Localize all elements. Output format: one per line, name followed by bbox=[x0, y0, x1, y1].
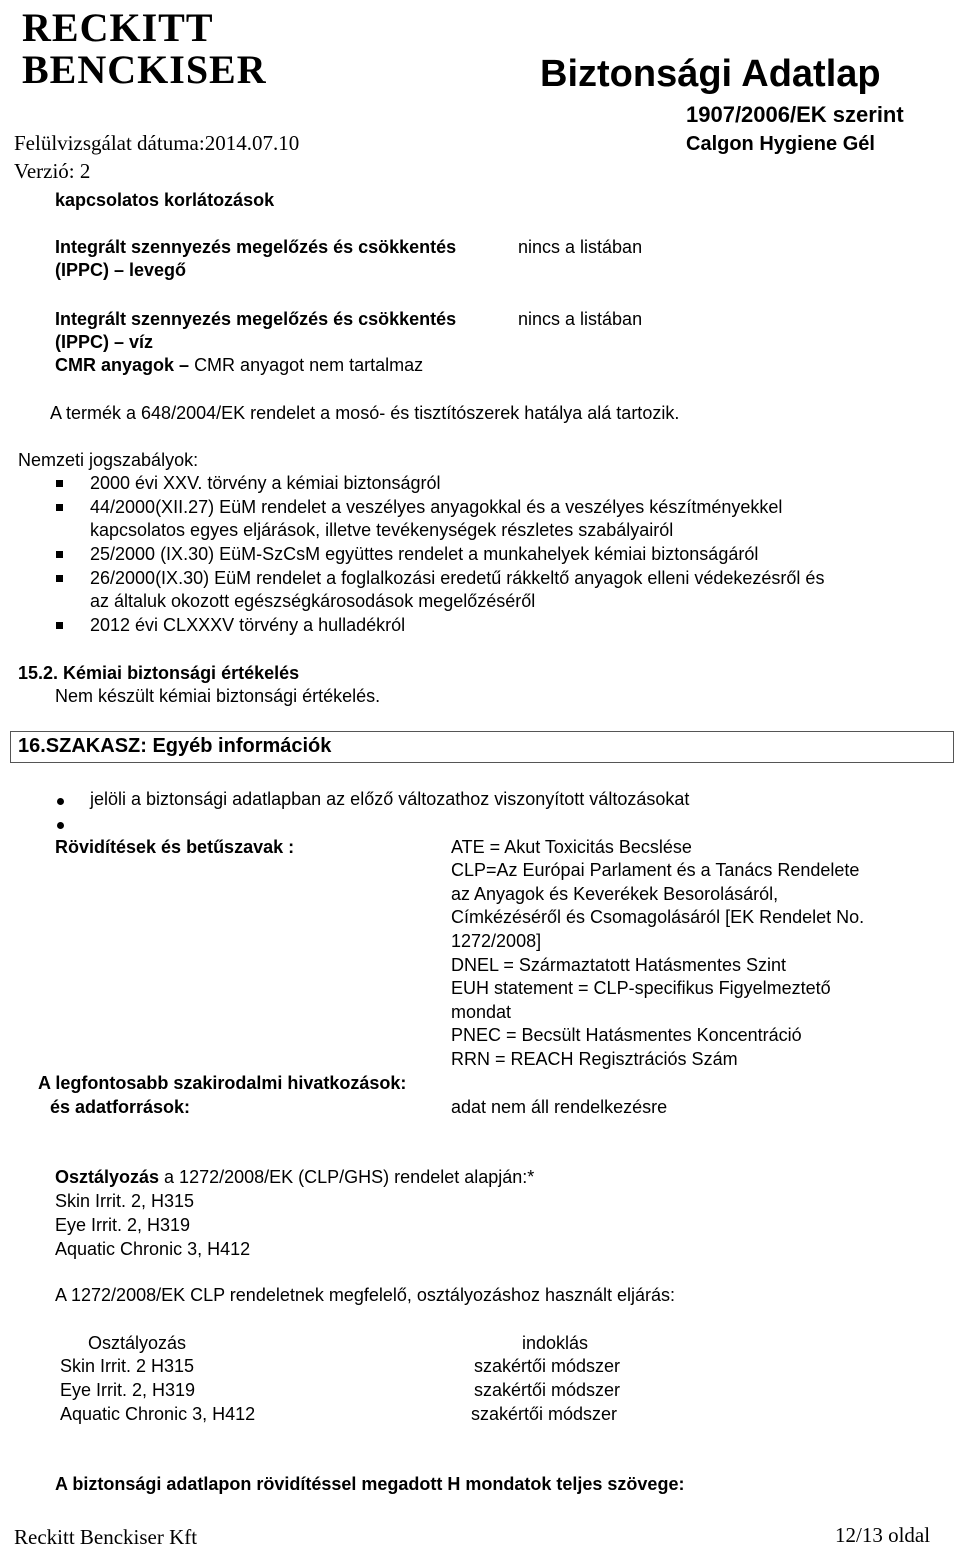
ippc-air-value: nincs a listában bbox=[518, 237, 643, 257]
ippc-water-label-2: (IPPC) – víz bbox=[55, 332, 154, 352]
national-item-cont: kapcsolatos egyes eljárások, illetve tevékenységek részletes szabályairól bbox=[90, 520, 674, 540]
table-cell: szakértői módszer bbox=[474, 1356, 621, 1376]
revision-date: Felülvizsgálat dátuma:2014.07.10 bbox=[14, 131, 300, 155]
related-restrictions: kapcsolatos korlátozások bbox=[55, 190, 275, 210]
h-statements-title: A biztonsági adatlapon rövidítéssel megadott H mondatok teljes szövege: bbox=[55, 1474, 685, 1494]
abbr-line: az Anyagok és Keverékek Besorolásáról, bbox=[451, 884, 779, 904]
detergent-note: A termék a 648/2004/EK rendelet a mosó- és tisztítószerek hatálya alá tartozik. bbox=[50, 403, 680, 423]
logo-line-1: RECKITT bbox=[22, 5, 214, 50]
abbr-line: PNEC = Becsült Hatásmentes Koncentráció bbox=[451, 1025, 802, 1045]
refs-label: A legfontosabb szakirodalmi hivatkozások: bbox=[38, 1073, 407, 1093]
bullet-square-icon bbox=[56, 622, 63, 629]
table-cell: Eye Irrit. 2, H319 bbox=[60, 1380, 196, 1400]
ippc-air-label: Integrált szennyezés megelőzés és csökkentés bbox=[55, 237, 457, 257]
ippc-air-label-2: (IPPC) – levegő bbox=[55, 260, 187, 280]
bullet-square-icon bbox=[56, 551, 63, 558]
csa-text: Nem készült kémiai biztonsági értékelés. bbox=[55, 686, 381, 706]
national-item: 44/2000(XII.27) EüM rendelet a veszélyes anyagokkal és a veszélyes készítményekkel bbox=[90, 497, 783, 517]
footer-page-number: 12/13 oldal bbox=[835, 1523, 931, 1547]
national-item: 26/2000(IX.30) EüM rendelet a foglalkozási eredetű rákkeltő anyagok elleni védekezésről és bbox=[90, 568, 825, 588]
classification-item: Aquatic Chronic 3, H412 bbox=[55, 1239, 251, 1259]
table-cell: Skin Irrit. 2 H315 bbox=[60, 1356, 195, 1376]
refs-value: adat nem áll rendelkezésre bbox=[451, 1097, 668, 1117]
cmr-value: CMR anyagot nem tartalmaz bbox=[194, 355, 424, 375]
logo-line-2: BENCKISER bbox=[22, 47, 267, 92]
abbr-line: ATE = Akut Toxicitás Becslése bbox=[451, 837, 692, 857]
classification-basis: a 1272/2008/EK (CLP/GHS) rendelet alapján:* bbox=[159, 1167, 535, 1187]
footer-company: Reckitt Benckiser Kft bbox=[14, 1525, 198, 1549]
section16-title: 16.SZAKASZ: Egyéb információk bbox=[18, 735, 332, 757]
classification-item: Skin Irrit. 2, H315 bbox=[55, 1191, 195, 1211]
abbr-line: DNEL = Származtatott Hatásmentes Szint bbox=[451, 955, 786, 975]
csa-title: 15.2. Kémiai biztonsági értékelés bbox=[18, 663, 300, 683]
abbr-line: CLP=Az Európai Parlament és a Tanács Rendelete bbox=[451, 860, 860, 880]
national-item: 2012 évi CLXXXV törvény a hulladékról bbox=[90, 615, 406, 635]
doc-title: Biztonsági Adatlap bbox=[540, 53, 881, 95]
regulation: 1907/2006/EK szerint bbox=[686, 102, 904, 127]
abbr-line: RRN = REACH Regisztrációs Szám bbox=[451, 1049, 738, 1069]
national-item: 25/2000 (IX.30) EüM-SzCsM együttes rendelet a munkahelyek kémiai biztonságáról bbox=[90, 544, 759, 564]
table-cell: szakértői módszer bbox=[471, 1404, 618, 1424]
abbr-line: Címkézéséről és Csomagolásáról [EK Rendelet No. bbox=[451, 907, 865, 927]
bullet-dot-icon bbox=[57, 798, 64, 805]
bullet-dot-icon bbox=[57, 822, 64, 829]
abbr-line: 1272/2008] bbox=[451, 931, 542, 951]
ippc-water-value: nincs a listában bbox=[518, 309, 643, 329]
national-title: Nemzeti jogszabályok: bbox=[18, 450, 199, 470]
table-header-classification: Osztályozás bbox=[88, 1333, 187, 1353]
abbr-line: mondat bbox=[451, 1002, 512, 1022]
abbr-label: Rövidítések és betűszavak : bbox=[55, 837, 295, 857]
national-item: 2000 évi XXV. törvény a kémiai biztonságról bbox=[90, 473, 441, 493]
table-cell: szakértői módszer bbox=[474, 1380, 621, 1400]
table-cell: Aquatic Chronic 3, H412 bbox=[60, 1404, 256, 1424]
bullet-square-icon bbox=[56, 504, 63, 511]
procedure-title: A 1272/2008/EK CLP rendeletnek megfelelő, osztályozáshoz használt eljárás: bbox=[55, 1285, 676, 1305]
bullet-square-icon bbox=[56, 575, 63, 582]
classification-label: Osztályozás bbox=[55, 1167, 160, 1187]
bullet-square-icon bbox=[56, 480, 63, 487]
refs-label-2: és adatforrások: bbox=[50, 1097, 191, 1117]
version: Verzió: 2 bbox=[14, 159, 91, 183]
classification-item: Eye Irrit. 2, H319 bbox=[55, 1215, 191, 1235]
cmr-label: CMR anyagok – bbox=[55, 355, 190, 375]
product-name: Calgon Hygiene Gél bbox=[686, 133, 875, 155]
change-marker-note: jelöli a biztonsági adatlapban az előző változathoz viszonyított változásokat bbox=[90, 789, 690, 809]
national-item-cont: az általuk okozott egészségkárosodások megelőzéséről bbox=[90, 591, 536, 611]
abbr-line: EUH statement = CLP-specifikus Figyelmeztető bbox=[451, 978, 831, 998]
table-header-reason: indoklás bbox=[522, 1333, 589, 1353]
ippc-water-label: Integrált szennyezés megelőzés és csökkentés bbox=[55, 309, 457, 329]
